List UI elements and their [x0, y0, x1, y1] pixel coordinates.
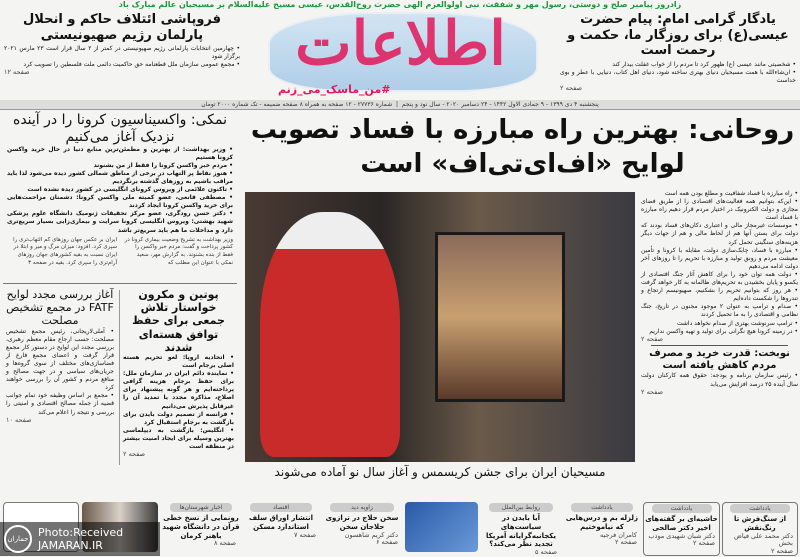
top-right-story: [560, 12, 796, 93]
item-title: آیا بایدن در سیاست‌های یکجانبه‌گرایانه آمریکا تجدید نظر می‌کند؟: [486, 514, 556, 549]
headline[interactable]: پوتین و مکرون خواستار تلاش جمعی برای حفظ توافق هسته‌ای شدند: [132, 288, 225, 354]
item-title: حاشیه‌ای بر گفته‌های اخیر دکتر صالحی: [645, 515, 718, 532]
photo-credit: Photo:Received: [38, 525, 124, 539]
item-title: از سنگ‌فرش تا رنگ‌نقش: [733, 515, 787, 532]
page-ref: صفحه ۵: [534, 548, 557, 556]
photo-caption[interactable]: مسیحیان ایران برای جشن کریسمس و آغاز سال نو آماده می‌شوند: [274, 465, 606, 479]
page-ref: صفحه ۲: [641, 387, 664, 396]
section-label: یادداشت: [571, 503, 633, 512]
date-bar: پنجشنبه ۴ دی ۱۳۹۹ - ۹ جمادی الاول ۱۴۴۲ - ۲۴ دسامبر ۲۰۲۰ - سال نود و پنجم | شماره ۲۷۷۳۶ - ۱۲ صفحه به همراه ۸ صفحه ضمیمه - تک شماره ۲۰۰۰ تومان: [0, 100, 800, 110]
body-text: وزیر بهداشت به تشریح وضعیت بیماری کرونا در کشور پرداخت و گفت: مردم خبر واکسن را فقط از بنده بشنوند. به گزارش مهر، سعید نمکی با عنوان این مطلب که: [124, 236, 233, 266]
nobakht-headline[interactable]: نوبخت: قدرت خرید و مصرف مردم کاهش یافته است: [649, 348, 790, 372]
item-title: سخن حلاج در ترازوی حلاجان سخن: [325, 514, 399, 531]
namaki-story: [3, 112, 237, 267]
section-label: زاویه دید: [330, 503, 394, 512]
bottom-item[interactable]: [722, 502, 798, 556]
headline[interactable]: فروپاشی ائتلاف حاکم و انحلال پارلمان رژیم صهیونیستی: [22, 12, 222, 43]
item-title: زلزله بم و درس‌هایی که نیاموختیم: [565, 514, 639, 531]
bullet: • اتحادیه اروپا: لغو تحریم هسته اصلی برجام است: [123, 354, 234, 370]
bullet: • موسسات غیرمجاز مالی و اعتباری دکان‌های فساد بودند که دولت برای بستن آنها هم از لحاظ مالی و هم از جهات دیگر هزینه‌های سنگینی تحمل کرد: [641, 222, 798, 246]
headline[interactable]: یادگار گرامی امام: پیام حضرت عیسی(ع) برای روزگار ما، حکمت و رحمت است: [567, 12, 789, 59]
source-site: JAMARAN.IR: [38, 539, 103, 552]
bullet: • شخصیتی مانند عیسی (ع) ظهور کرد تا مردم را از خواب غفلت بیدار کند: [560, 61, 796, 69]
biden-photo[interactable]: [405, 502, 478, 552]
bullet: • مصطفی قانعی، عضو کمیته ملی واکسن کرونا: دشمنان مزاحمت‌هایی برای خرید واکسن کرونا ایجاد کردند: [7, 194, 233, 210]
bullet: • وزیر بهداشت: از بهترین و مطمئن‌ترین منابع دنیا در حال خرید واکسن کرونا هستیم: [7, 146, 233, 162]
bullet: • رئیس سازمان برنامه و بودجه: حقوق همه کارکنان دولت سال آینده ۲۵ درصد افزایش می‌یابد: [641, 372, 798, 388]
headline[interactable]: آغاز بررسی مجدد لوایح FATF در مجمع تشخیص مصلحت: [6, 288, 114, 328]
bullet: • فرانسه از تصمیم دولت بایدن برای بازگشت به برجام استقبال کرد: [123, 411, 234, 427]
bullet: • هنوز نقاط پر التهاب در برخی از مناطق شمالی کشور دیده می‌شود لذا باید مراقب باشیم به روزهای گذشته برنگردیم: [7, 170, 233, 186]
bullet: • تاکنون علائمی از ویروس کرونای انگلیسی در کشور دیده نشده است: [7, 186, 233, 194]
section-label: روابط بین‌الملل: [489, 503, 553, 512]
page-ref: بقیه در صفحه ۳: [28, 259, 65, 266]
section-label: یادداشت: [652, 504, 712, 513]
bullet: • مجمع بر اساس وظیفه خود تمام جوانب قضیه از جمله مصالح اقتصادی و امنیتی را بررسی و نتیجه را اعلام می‌کند: [6, 392, 114, 416]
page-ref: صفحه ۲: [123, 450, 146, 459]
watermark: [0, 522, 160, 556]
santa-figure: [260, 212, 400, 457]
page-ref: صفحه ۲: [641, 334, 664, 343]
top-left-story: [4, 12, 240, 77]
author: دکتر محمد علی فیاض بخش: [734, 531, 793, 548]
section-label: یادداشت: [730, 504, 789, 513]
bullet: • این‌که بتوانیم همه فعالیت‌های اقتصادی را از طریق فضای مجازی و دولت الکترونیک در اختیار مردم قرار دهیم راه مبارزه با فساد است: [641, 198, 798, 222]
page-ref: صفحه ۱۲: [4, 68, 30, 77]
bottom-item[interactable]: [162, 502, 240, 556]
bullet: • چهارمین انتخابات پارلمانی رژیم صهیونیستی در کمتر از ۲ سال قرار است ۲۳ مارس ۲۰۲۱ برگزار شود: [4, 45, 240, 61]
bottom-item[interactable]: [643, 502, 720, 556]
jamaran-logo: جماران: [4, 525, 32, 553]
date-line: پنجشنبه ۴ دی ۱۳۹۹ - ۹ جمادی الاول ۱۴۴۲ - ۲۴ دسامبر ۲۰۲۰ - سال نود و پنجم: [401, 101, 599, 108]
bottom-item[interactable]: [563, 502, 641, 556]
bullet: • نماینده دائم ایران در سازمان ملل: برای حفظ برجام هزینه گزافی پرداخته‌ایم و هر گونه پیشنهاد برای اصلاح، مذاکره مجدد یا تمدید آن را غیرقابل پذیرش می‌دانیم: [123, 370, 234, 410]
main-headline[interactable]: روحانی: بهترین راه مبارزه با فساد تصویب لوایح «اف‌ای‌تی‌اف» است: [250, 115, 795, 179]
logo-text: اطلاعات: [295, 9, 506, 79]
bullet: • انگلیس: بازگشت به دیپلماسی بهترین وسیله برای ایجاد امنیت بیشتر در منطقه است: [123, 427, 234, 451]
bullet: • ترامپ سرنوشت بهتری از صدام نخواهد داشت: [641, 320, 798, 328]
bullet: • مردم خبر واکسن کرونا را فقط از من بشنوند: [7, 162, 233, 170]
bottom-item[interactable]: [242, 502, 320, 556]
author: کامران فرجیه: [600, 530, 637, 539]
bullet: • مبارزه با فساد، چابک‌سازی دولت، مقابله با کرونا و تأمین معیشت مردم و رونق تولید و مبارزه با تحریم را تا روزهای آخر دولت ادامه می‌دهیم: [641, 247, 798, 271]
top-banner: زادروز پیامبر صلح و دوستی، رسول مهر و شفقت، نبی اولوالعزم الهی حضرت روح‌القدس، عیسی مسیح علیه‌السلام بر مسیحیان عالم مبارک باد: [118, 0, 682, 9]
section-label: اقتصاد: [250, 503, 312, 512]
bullet: • هر روز که بتوانیم تحریم را بشکنیم، صهیونیسم ارتجاع و تندروها را شکست داده‌ایم: [641, 287, 798, 303]
headline[interactable]: نمکی: واکسیناسیون کرونا را در آینده نزدیک آغاز می‌کنیم: [13, 112, 227, 145]
bottom-item[interactable]: [322, 502, 402, 556]
issue-line: شماره ۲۷۷۳۶ - ۱۲ صفحه به همراه ۸ صفحه ضمیمه - تک شماره ۲۰۰۰ تومان: [201, 101, 393, 108]
christmas-photo[interactable]: [245, 192, 635, 462]
bullet: • مجمع عمومی سازمان ملل قطعنامه حق حاکمیت دائمی ملت فلسطین را تصویب کرد: [4, 61, 240, 69]
bullet: • راه مبارزه با فساد شفافیت و مطلع بودن همه است: [641, 190, 798, 198]
body-text: ایران بر عکس جهان روزهای کم التهاب‌تری را سپری کرد. افزود: میزان مرگ و میر و ابتلا در ایران نسبت به بقیه کشورهای جهان روزهای آرام‌تری را سپری کرد.: [13, 236, 117, 266]
shop-window: [435, 232, 565, 402]
bullet: • دولت همه توان خود را برای کاهش آثار جنگ اقتصادی از یکسو و پایان بخشیدن به تحریم‌های ظالمانه به کار خواهد گرفت: [641, 271, 798, 287]
main-story-bullets: [641, 190, 798, 396]
divider: [3, 283, 237, 284]
page-ref: صفحه ۱۰: [6, 415, 32, 424]
fatf-story: [3, 288, 117, 424]
item-title: انتشار اوراق سلف استاندارد مسکن: [248, 514, 314, 531]
masthead-logo[interactable]: [248, 10, 553, 98]
page-ref: صفحه ۷: [293, 530, 316, 539]
hashtag: #من_ماسک_می_زنم: [278, 83, 391, 96]
bottom-item[interactable]: [481, 502, 561, 556]
author: دکتر شبان شهیدی مودب: [648, 531, 715, 540]
page-ref: صفحه ۲: [560, 84, 583, 93]
divider: [119, 290, 120, 465]
page-ref: صفحه ۲: [692, 539, 715, 548]
bullet: • صدام و ترامپ به عنوان ۲ موجود مجنون در تاریخ، جنگ نظامی و اقتصادی را به ما تحمیل کردند: [641, 303, 798, 319]
bullet: • دکتر حسن رودگری، عضو مرکز تحقیقات ژنومیک دانشگاه علوم پزشکی شهید بهشتی: ویروس انگلیسی کرونا سرایت و بیماری‌زایی بسیار سریع‌تری دارد و مداخلات ما هم باید سریع‌تر باشد: [7, 210, 233, 234]
page-ref: صفحه ۸: [213, 539, 236, 548]
bullet: • در زمینه کرونا هیچ نگرانی برای تولید و تهیه واکسن نداریم: [641, 328, 798, 336]
putin-story: [120, 288, 237, 459]
page-ref: صفحه ۲: [614, 538, 637, 547]
section-label: اخبار شهرستان‌ها: [170, 503, 232, 512]
page-ref: صفحه ۲: [770, 547, 793, 556]
bullet: • آملی‌لاریجانی، رئیس مجمع تشخیص مصلحت: حسب ارجاع مقام معظم رهبری، بررسی مجدد این لوایح در دستور کار مجمع قرار گرفت و اعضای مجمع فارغ از فضاسازی‌های مختلف از سوی گروه‌ها و جریان‌های سیاسی و در جهت مصالح و منافع مردم و کشور آن را بررسی خواهند کرد: [6, 328, 114, 393]
author: دکتر کریم شاهسون: [344, 530, 398, 539]
bullet: • ان‌شاءالله با همت مسیحیان دنیای بهتری ساخته شود، دنیای اهل کتاب، دنیایی با عطر و بوی خداست: [560, 69, 796, 85]
item-title: رونمایی از نسخ خطی قرآن در دانشگاه شهید باهنر کرمان: [162, 514, 240, 540]
page-ref: صفحه ۶: [375, 538, 398, 547]
